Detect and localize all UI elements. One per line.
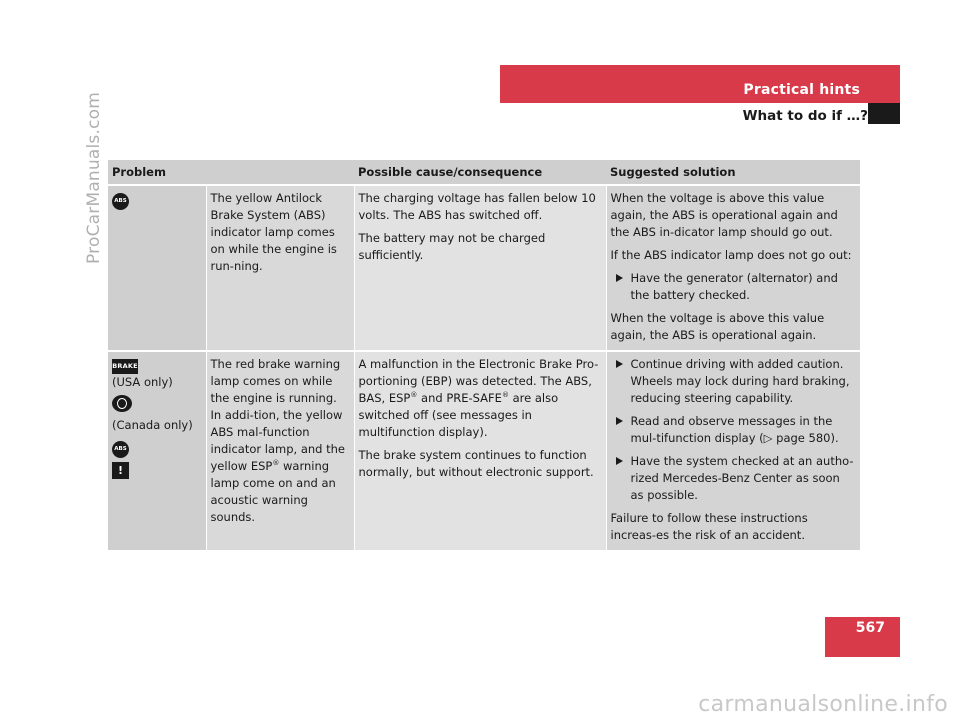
- symbol-item: [112, 356, 202, 391]
- header-corner-block: [868, 103, 900, 124]
- problem-text: The red brake warning lamp comes on while the engine is running. In addi-tion, the yellow ABS mal-function indicator lamp, and the yellow ESP® warning lamp come on and an acoustic warning sounds.: [210, 357, 345, 524]
- symbol-cell: [108, 185, 206, 351]
- cause-cell: [354, 351, 606, 551]
- column-header-problem: Problem: [108, 160, 354, 185]
- column-header-cause: Possible cause/consequence: [354, 160, 606, 185]
- bullet-arrow-icon: [616, 457, 623, 465]
- symbol-item: [112, 190, 202, 210]
- column-header-solution: Suggested solution: [606, 160, 860, 185]
- table-row: [108, 185, 860, 351]
- solution-cell: [606, 351, 860, 551]
- problem-text: The yellow Antilock Brake System (ABS) indicator lamp comes on while the engine is run-ning.: [210, 191, 337, 273]
- solution-step: [611, 270, 857, 304]
- table-row: [108, 351, 860, 551]
- cause-text: A malfunction in the Electronic Brake Pro-portioning (EBP) was detected. The ABS, BAS, ESP® and PRE-SAFE® are also switched off (see messages in multifunction display).: [358, 357, 599, 439]
- solution-text: When the voltage is above this value again, the ABS is operational again.: [610, 311, 825, 342]
- bottom-watermark: carmanualsonline.info: [698, 692, 948, 717]
- cause-text: The charging voltage has fallen below 10 volts. The ABS has switched off.: [358, 191, 596, 222]
- solution-cell: [606, 185, 860, 351]
- solution-step: [611, 356, 857, 407]
- abs-icon: ABS: [112, 193, 129, 210]
- bullet-arrow-icon: [616, 417, 623, 425]
- symbol-item: [112, 395, 202, 434]
- symbol-cell: [108, 351, 206, 551]
- side-watermark: ProCarManuals.com: [84, 92, 104, 264]
- esp-warning-icon: !: [112, 462, 129, 479]
- symbol-label: (USA only): [112, 375, 173, 389]
- cause-text: The brake system continues to function normally, but without electronic support.: [358, 448, 594, 479]
- page-number: 567: [855, 620, 885, 636]
- bullet-arrow-icon: [616, 360, 623, 368]
- section-title: Practical hints: [743, 82, 860, 98]
- troubleshooting-table: [108, 160, 860, 552]
- problem-cell: [206, 185, 354, 351]
- solution-step-text: Have the system checked at an autho-rized Mercedes-Benz Center as soon as possible.: [630, 454, 854, 502]
- brake-icon: BRAKE: [112, 359, 138, 374]
- solution-step-text: Read and observe messages in the mul-tifunction display (▷ page 580).: [630, 414, 839, 445]
- bullet-arrow-icon: [616, 274, 623, 282]
- solution-text: When the voltage is above this value again, the ABS is operational again and the ABS in-dicator lamp should go out.: [610, 191, 838, 239]
- solution-text: Failure to follow these instructions increas-es the risk of an accident.: [610, 511, 808, 542]
- symbol-item: [112, 462, 202, 479]
- abs-icon: ABS: [112, 441, 129, 458]
- problem-cell: [206, 351, 354, 551]
- solution-step-text: Continue driving with added caution. Wheels may lock during hard braking, reducing steering capability.: [630, 357, 850, 405]
- symbol-label: (Canada only): [112, 418, 193, 432]
- subsection-title: What to do if …?: [742, 108, 868, 124]
- table-header-row: [108, 160, 860, 185]
- solution-step-text: Have the generator (alternator) and the battery checked.: [630, 271, 838, 302]
- solution-step: [611, 413, 857, 447]
- symbol-item: [112, 438, 202, 458]
- solution-text: If the ABS indicator lamp does not go out:: [610, 248, 852, 262]
- cause-cell: [354, 185, 606, 351]
- solution-step: [611, 453, 857, 504]
- brake-circle-icon: [112, 395, 132, 412]
- cause-text: The battery may not be charged sufficiently.: [358, 231, 546, 262]
